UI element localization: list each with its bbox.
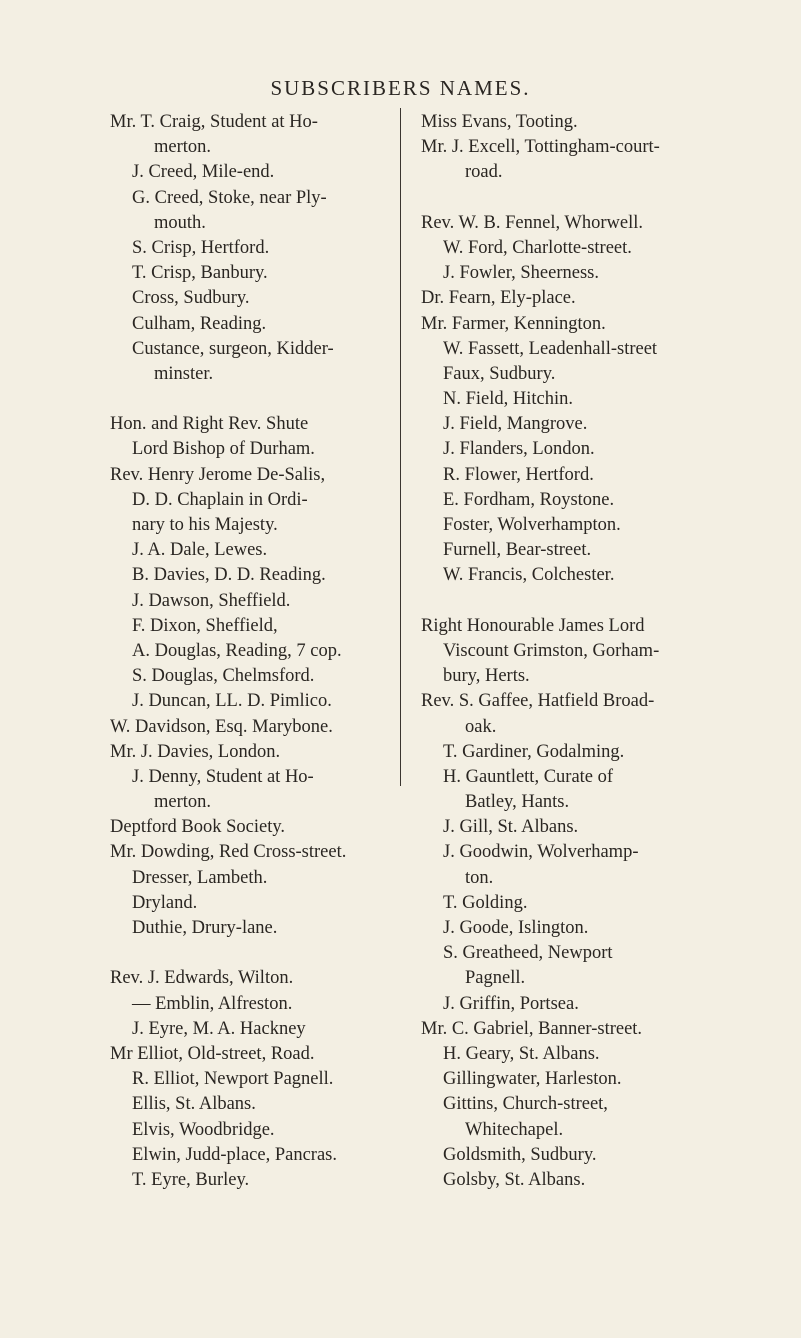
- subscriber-line: merton.: [154, 137, 212, 158]
- subscriber-line: Mr. J. Excell, Tottingham-court-: [421, 137, 660, 158]
- subscriber-line: Elwin, Judd-place, Pancras.: [132, 1144, 337, 1165]
- subscriber-line: Right Honourable James Lord: [421, 615, 645, 636]
- subscriber-line: J. Creed, Mile-end.: [132, 162, 275, 183]
- subscriber-line: J. Gill, St. Albans.: [443, 817, 579, 838]
- subscriber-line: Dryland.: [132, 892, 198, 913]
- subscriber-line: merton.: [154, 792, 212, 813]
- subscriber-line: Custance, surgeon, Kidder-: [132, 338, 334, 359]
- subscriber-line: road.: [465, 162, 503, 183]
- subscriber-line: R. Elliot, Newport Pagnell.: [132, 1069, 334, 1090]
- subscriber-line: Mr Elliot, Old-street, Road.: [110, 1043, 315, 1064]
- subscriber-line: J. Goodwin, Wolverhamp-: [443, 842, 639, 863]
- subscriber-line: Pagnell.: [465, 968, 526, 989]
- subscriber-line: Hon. and Right Rev. Shute: [110, 414, 309, 435]
- subscriber-line: Gillingwater, Harleston.: [443, 1069, 622, 1090]
- subscriber-line: nary to his Majesty.: [132, 515, 278, 535]
- left-column: [110, 110, 395, 1193]
- subscriber-line: Mr. Farmer, Kennington.: [421, 313, 606, 334]
- subscriber-line: mouth.: [154, 212, 206, 233]
- page-header: SUBSCRIBERS NAMES.: [270, 76, 531, 100]
- subscriber-line: Mr. Dowding, Red Cross-street.: [110, 842, 347, 863]
- subscriber-line: Furnell, Bear-street.: [443, 540, 592, 561]
- subscriber-line: Golsby, St. Albans.: [443, 1169, 586, 1190]
- subscriber-line: Dr. Fearn, Ely-place.: [421, 288, 576, 309]
- subscriber-line: Foster, Wolverhampton.: [443, 515, 621, 535]
- subscriber-line: H. Gauntlett, Curate of: [443, 766, 614, 787]
- subscriber-line: J. Field, Mangrove.: [443, 414, 588, 435]
- subscriber-line: — Emblin, Alfreston.: [132, 993, 293, 1014]
- subscriber-line: W. Ford, Charlotte-street.: [443, 237, 632, 258]
- subscriber-line: D. D. Chaplain in Ordi-: [132, 489, 308, 510]
- subscriber-line: T. Golding.: [443, 892, 528, 913]
- subscriber-line: Gittins, Church-street,: [443, 1094, 608, 1115]
- subscriber-line: B. Davies, D. D. Reading.: [132, 565, 326, 586]
- subscriber-line: Culham, Reading.: [132, 313, 267, 334]
- subscriber-line: S. Greatheed, Newport: [443, 943, 613, 964]
- subscriber-line: J. Goode, Islington.: [443, 918, 589, 938]
- subscriber-line: Faux, Sudbury.: [443, 363, 556, 384]
- subscriber-line: J. A. Dale, Lewes.: [132, 540, 268, 561]
- subscriber-line: S. Douglas, Chelmsford.: [132, 666, 315, 687]
- subscriber-line: ton.: [465, 867, 494, 888]
- subscriber-line: T. Crisp, Banbury.: [132, 263, 268, 284]
- subscriber-line: R. Flower, Hertford.: [443, 464, 594, 485]
- subscriber-line: Rev. J. Edwards, Wilton.: [110, 968, 294, 989]
- subscriber-line: minster.: [154, 363, 214, 384]
- subscriber-line: Deptford Book Society.: [110, 817, 286, 838]
- subscriber-line: Rev. Henry Jerome De-Salis,: [110, 464, 326, 485]
- subscriber-line: Elvis, Woodbridge.: [132, 1119, 275, 1140]
- subscriber-line: J. Fowler, Sheerness.: [443, 263, 599, 284]
- subscriber-line: Goldsmith, Sudbury.: [443, 1144, 597, 1165]
- subscriber-line: W. Fassett, Leadenhall-street: [443, 338, 658, 359]
- subscriber-line: J. Denny, Student at Ho-: [132, 766, 314, 787]
- subscriber-line: H. Geary, St. Albans.: [443, 1043, 600, 1064]
- subscriber-line: J. Griffin, Portsea.: [443, 993, 579, 1014]
- subscriber-line: Viscount Grimston, Gorham-: [443, 640, 660, 661]
- subscriber-line: F. Dixon, Sheffield,: [132, 615, 278, 636]
- subscriber-line: T. Eyre, Burley.: [132, 1169, 250, 1190]
- subscriber-line: E. Fordham, Roystone.: [443, 489, 615, 510]
- column-divider: [400, 108, 401, 786]
- subscriber-line: Batley, Hants.: [465, 792, 570, 813]
- subscriber-line: J. Duncan, LL. D. Pimlico.: [132, 691, 332, 712]
- subscriber-line: Rev. W. B. Fennel, Whorwell.: [421, 212, 643, 233]
- subscriber-line: Miss Evans, Tooting.: [421, 112, 578, 132]
- subscriber-line: N. Field, Hitchin.: [443, 389, 574, 410]
- subscriber-line: bury, Herts.: [443, 666, 530, 687]
- subscriber-line: J. Dawson, Sheffield.: [132, 590, 291, 611]
- subscriber-line: Duthie, Drury-lane.: [132, 918, 278, 938]
- subscriber-line: J. Eyre, M. A. Hackney: [132, 1018, 306, 1039]
- subscriber-line: oak.: [465, 716, 497, 737]
- subscriber-line: Ellis, St. Albans.: [132, 1094, 256, 1115]
- subscriber-line: Mr. T. Craig, Student at Ho-: [110, 112, 318, 132]
- subscriber-line: Whitechapel.: [465, 1119, 564, 1140]
- subscriber-line: Cross, Sudbury.: [132, 288, 250, 309]
- subscriber-line: Mr. C. Gabriel, Banner-street.: [421, 1018, 643, 1039]
- subscriber-line: T. Gardiner, Godalming.: [443, 741, 625, 762]
- subscriber-line: Lord Bishop of Durham.: [132, 439, 315, 460]
- subscriber-line: S. Crisp, Hertford.: [132, 237, 270, 258]
- section-gap: [421, 186, 741, 211]
- subscriber-line: Rev. S. Gaffee, Hatfield Broad-: [421, 691, 655, 712]
- subscriber-line: W. Davidson, Esq. Marybone.: [110, 716, 333, 737]
- subscriber-line: W. Francis, Colchester.: [443, 565, 615, 586]
- subscriber-line: Dresser, Lambeth.: [132, 867, 268, 888]
- right-column: [421, 110, 741, 1193]
- subscriber-line: G. Creed, Stoke, near Ply-: [132, 187, 327, 208]
- subscriber-line: Mr. J. Davies, London.: [110, 741, 281, 762]
- section-gap: [110, 387, 395, 412]
- section-gap: [421, 589, 741, 614]
- subscriber-line: A. Douglas, Reading, 7 cop.: [132, 640, 342, 661]
- subscriber-line: J. Flanders, London.: [443, 439, 595, 460]
- section-gap: [110, 941, 395, 966]
